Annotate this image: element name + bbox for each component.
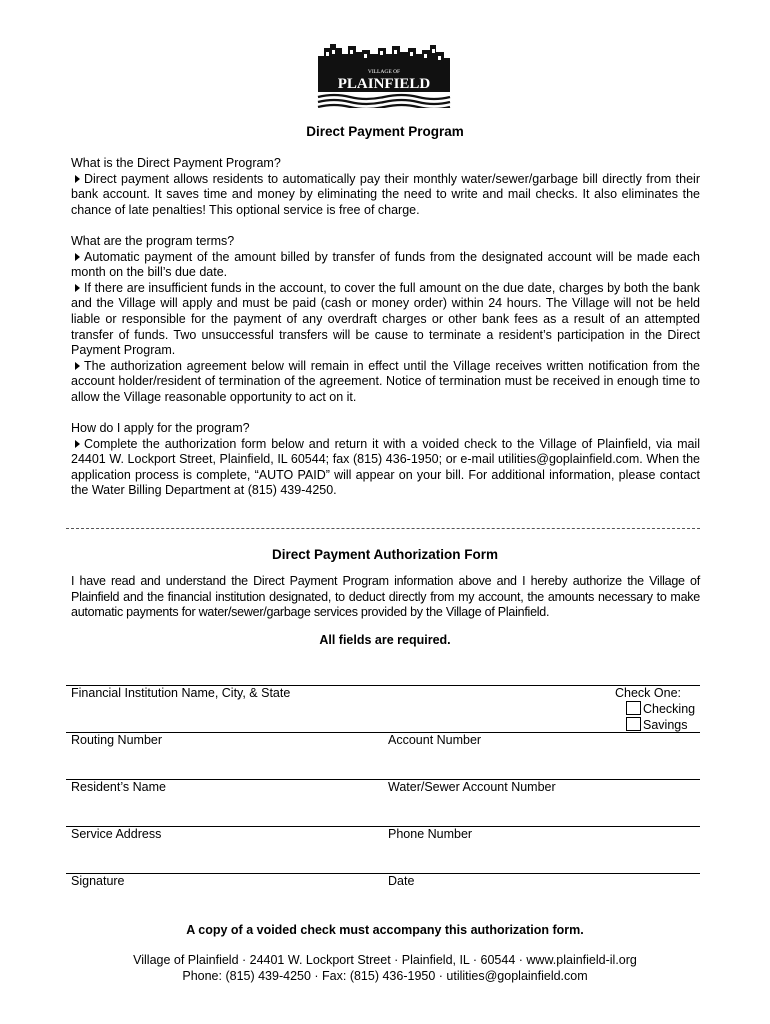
village-logo — [316, 42, 452, 108]
required-note: All fields are required. — [319, 633, 451, 647]
bullet-arrow-icon — [75, 284, 80, 292]
bullet-arrow-icon — [75, 175, 80, 183]
institution-label: Financial Institution Name, City, & State — [71, 686, 291, 700]
program-title: Direct Payment Program — [306, 124, 464, 139]
account-label: Account Number — [388, 733, 482, 747]
form-intro: I have read and understand the Direct Payment Program information above and I hereby authorize the Village of Plainfield and the financial institution designated, to deduct directly from my account, the amounts necessary to make automatic payments for water/sewer/garbage services provided by the Village of Plainfield. — [71, 574, 700, 620]
question-terms: What are the program terms? — [71, 233, 235, 248]
signature-label: Signature — [71, 874, 125, 888]
check-one-label: Check One: — [615, 686, 682, 700]
footer-address: Village of Plainfield · 24401 W. Lockport Street · Plainfield, IL · 60544 · www.plainfield-il.org — [133, 953, 637, 967]
checking-label: Checking — [643, 702, 696, 716]
bullet-arrow-icon — [75, 440, 80, 448]
footer-contact: Phone: (815) 439-4250 · Fax: (815) 436-1950 · utilities@goplainfield.com — [182, 969, 588, 983]
signature-line[interactable] — [66, 873, 700, 874]
term-3: The authorization agreement below will remain in effect until the Village receives written notification from the account holder/resident of termination of the agreement. Notice of termination must be received in enough time to allow the Village reasonable opportunity to act on it. — [71, 358, 700, 404]
cut-line-divider — [66, 528, 700, 529]
program-info — [71, 156, 700, 499]
checking-checkbox[interactable] — [626, 701, 641, 715]
term-1: Automatic payment of the amount billed by transfer of funds from the designated account will be made each month on the bill’s due date. — [71, 249, 700, 280]
question-apply: How do I apply for the program? — [71, 421, 250, 436]
service-address-label: Service Address — [71, 827, 162, 841]
question-what: What is the Direct Payment Program? — [71, 156, 281, 170]
logo-small-text: VILLAGE OF — [367, 69, 401, 75]
logo-name-text: PLAINFIELD — [337, 76, 431, 92]
answer-apply: Complete the authorization form below and return it with a voided check to the Village of Plainfield, via mail 24401 W. Lockport Street, Plainfield, IL 60544; fax (815) 436-1950; or e-mail utilities@goplainfield.com. When the application process is complete, “AUTO PAID” will appear on your bill. For additional information, please contact the Water Billing Department at (815) 439-4250. — [71, 436, 700, 498]
savings-label: Savings — [643, 718, 688, 732]
routing-label: Routing Number — [71, 733, 163, 747]
term-2: If there are insufficient funds in the account, to cover the full amount on the due date, charges by both the bank and the Village will apply and must be paid (cash or money order) within 24 hours. The Village will not be held liable or responsible for the payment of any overdraft charges or other bank fees as a result of an attempted transfer of funds. Two unsuccessful transfers will be cause to terminate a resident’s participation in the Direct Payment Program. — [71, 280, 700, 358]
voided-check-note: A copy of a voided check must accompany this authorization form. — [186, 923, 584, 937]
checking-option[interactable] — [626, 701, 695, 716]
savings-checkbox[interactable] — [626, 717, 641, 731]
form-title: Direct Payment Authorization Form — [271, 547, 499, 562]
savings-option[interactable] — [626, 717, 687, 732]
bullet-arrow-icon — [75, 362, 80, 370]
bullet-arrow-icon — [75, 253, 80, 261]
resident-label: Resident’s Name — [71, 780, 166, 794]
phone-label: Phone Number — [388, 827, 473, 841]
date-label: Date — [388, 874, 415, 888]
water-account-label: Water/Sewer Account Number — [388, 780, 556, 794]
answer-what: Direct payment allows residents to automatically pay their monthly water/sewer/garbage bill directly from their bank account. It saves time and money by eliminating the need to write and mail checks. It also eliminates the chance of late penalties! This optional service is free of charge. — [71, 171, 700, 217]
